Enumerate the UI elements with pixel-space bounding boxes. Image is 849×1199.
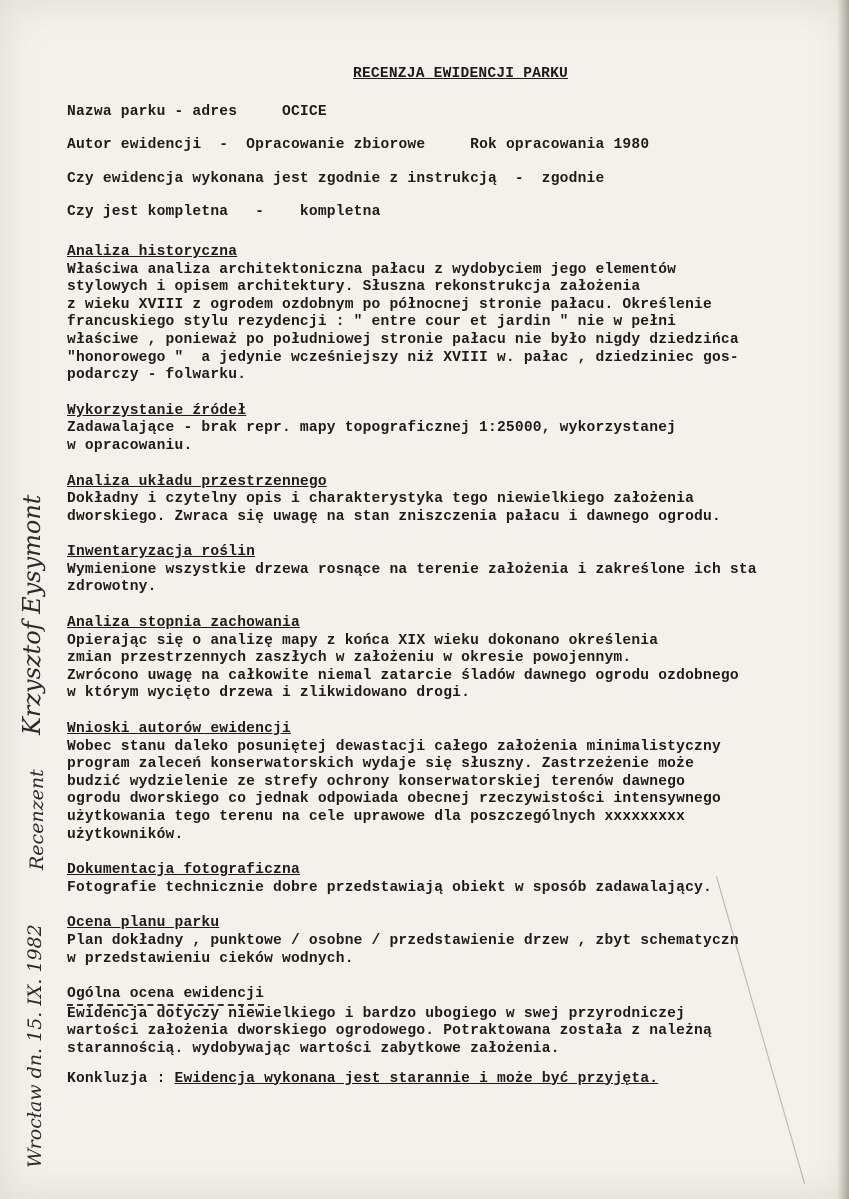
section-heading: Analiza układu przestrzennego xyxy=(67,473,327,490)
year-label: Rok opracowania xyxy=(470,137,605,154)
section-heading: Analiza historyczna xyxy=(67,243,238,260)
park-value: OCICE xyxy=(282,103,327,120)
section-heading: Wnioski autorów ewidencji xyxy=(67,721,291,738)
conclusion-label: Konkluzja : xyxy=(67,1070,166,1087)
paragraph-line: Zadawalające - brak repr. mapy topograficznej 1:25000, wykorzystanej xyxy=(67,420,677,437)
place-date-handwritten: Wrocław dn. 15. IX. 1982 xyxy=(24,924,46,1168)
paragraph-line: Ewidencja dotyczy niewielkiego i bardzo ubogiego w swej przyrodniczej xyxy=(67,1005,686,1022)
section-paragraph xyxy=(67,933,849,968)
signature-handwritten: Krzysztof Eysymont xyxy=(18,494,46,735)
meta-instruction: Czy ewidencja wykonana jest zgodnie z instrukcją - zgodnie xyxy=(67,170,605,187)
reviewer-role-handwritten: Recenzent xyxy=(26,769,48,870)
paragraph-line: francuskiego stylu rezydencji : " entre cour et jardin " nie w pełni xyxy=(67,314,677,331)
paragraph-line: Fotografie technicznie dobre przedstawiają obiekt w sposób zadawalający. xyxy=(67,879,712,896)
meta-author: Autor ewidencji - Opracowanie zbiorowe Rok opracowania 1980 xyxy=(67,137,650,154)
paragraph-line: Wymienione wszystkie drzewa rosnące na terenie założenia i zakreślone ich sta xyxy=(67,561,757,578)
paragraph-line: użytkowników. xyxy=(67,826,184,843)
section-paragraph xyxy=(67,562,849,597)
paragraph-line: program zaleceń konserwatorskich wydaje się słuszny. Zastrzeżenie może xyxy=(67,756,695,773)
complete-value: kompletna xyxy=(299,204,381,221)
meta-complete: Czy jest kompletna - kompletna xyxy=(67,204,381,221)
year-value: 1980 xyxy=(613,137,650,154)
paragraph-line: podarczy - folwarku. xyxy=(67,367,247,384)
paragraph-line: Dokładny i czytelny opis i charakterystyka tego niewielkiego założenia xyxy=(67,491,695,508)
paragraph-line: ogrodu dworskiego co jednak odpowiada obecnej rzeczywistości intensywnego xyxy=(67,791,721,808)
author-label: Autor ewidencji xyxy=(67,137,202,154)
section-paragraph xyxy=(67,262,849,385)
section-heading: Dokumentacja fotograficzna xyxy=(67,862,300,879)
paragraph-line: zdrowotny. xyxy=(67,579,157,596)
review-sections xyxy=(67,238,849,1059)
paragraph-line: właściwe , ponieważ po południowej stronie pałacu nie było nigdy dziedzińca xyxy=(67,331,739,348)
paragraph-line: "honorowego " a jedynie wcześniejszy niż XVIII w. pałac , dziedziniec gos- xyxy=(67,349,739,366)
section-paragraph xyxy=(67,420,849,455)
paragraph-line: dworskiego. Zwraca się uwagę na stan zniszczenia pałacu i dawnego ogrodu. xyxy=(67,508,721,525)
section-paragraph xyxy=(67,880,849,898)
paragraph-line: stylowych i opisem architektury. Słuszna rekonstrukcja założenia xyxy=(67,279,641,296)
section-heading: Inwentaryzacja roślin xyxy=(67,544,256,561)
meta-park xyxy=(67,104,849,122)
paragraph-line: w opracowaniu. xyxy=(67,437,193,454)
paragraph-line: starannością. wydobywając wartości zabytkowe założenia. xyxy=(67,1040,560,1057)
paragraph-line: zmian przestrzennych zaszłych w założeniu w okresie powojennym. xyxy=(67,650,632,667)
conclusion-text: Ewidencja wykonana jest starannie i może być przyjęta. xyxy=(174,1070,659,1087)
paragraph-line: Opierając się o analizę mapy z końca XIX wieku dokonano określenia xyxy=(67,632,659,649)
park-label: Nazwa parku - adres xyxy=(67,103,238,120)
section-heading: Analiza stopnia zachowania xyxy=(67,615,300,632)
paragraph-line: z wieku XVIII z ogrodem ozdobnym po północnej stronie pałacu. Określenie xyxy=(67,296,712,313)
section-paragraph xyxy=(67,739,849,845)
paragraph-line: Plan dokładny , punktowe / osobne / przedstawienie drzew , zbyt schematyczn xyxy=(67,932,739,949)
author-value: Opracowanie zbiorowe xyxy=(246,137,426,154)
instruction-value: zgodnie xyxy=(541,170,605,187)
paragraph-line: budzić wydzielenie ze strefy ochrony konserwatorskiej terenów dawnego xyxy=(67,773,686,790)
paragraph-line: Wobec stanu daleko posuniętej dewastacji całego założenia minimalistyczny xyxy=(67,738,721,755)
paragraph-line: wartości założenia dworskiego ogrodowego. Potraktowana została z należną xyxy=(67,1023,712,1040)
paragraph-line: w którym wycięto drzewa i zlikwidowano drogi. xyxy=(67,685,471,702)
section-heading: Wykorzystanie źródeł xyxy=(67,402,247,419)
paragraph-line: Właściwa analiza architektoniczna pałacu z wydobyciem jego elementów xyxy=(67,261,677,278)
paragraph-line: w przedstawieniu cieków wodnych. xyxy=(67,950,354,967)
paragraph-line: użytkowania tego terenu na cele uprawowe dla poszczególnych xxxxxxxxx xyxy=(67,809,686,825)
document-title: RECENZJA EWIDENCJI PARKU xyxy=(353,66,568,82)
section-paragraph xyxy=(67,491,849,526)
complete-label: Czy jest kompletna xyxy=(67,204,229,221)
section-paragraph xyxy=(67,633,849,703)
conclusion xyxy=(67,1071,849,1089)
section-heading: Ocena planu parku xyxy=(67,915,220,932)
section-paragraph xyxy=(67,1006,849,1059)
section-heading: Ogólna ocena ewidencji xyxy=(67,986,264,1006)
instruction-label: Czy ewidencja wykonana jest zgodnie z instrukcją xyxy=(67,170,497,187)
paragraph-line: Zwrócono uwagę na całkowite niemal zatarcie śladów dawnego ogrodu ozdobnego xyxy=(67,667,739,684)
